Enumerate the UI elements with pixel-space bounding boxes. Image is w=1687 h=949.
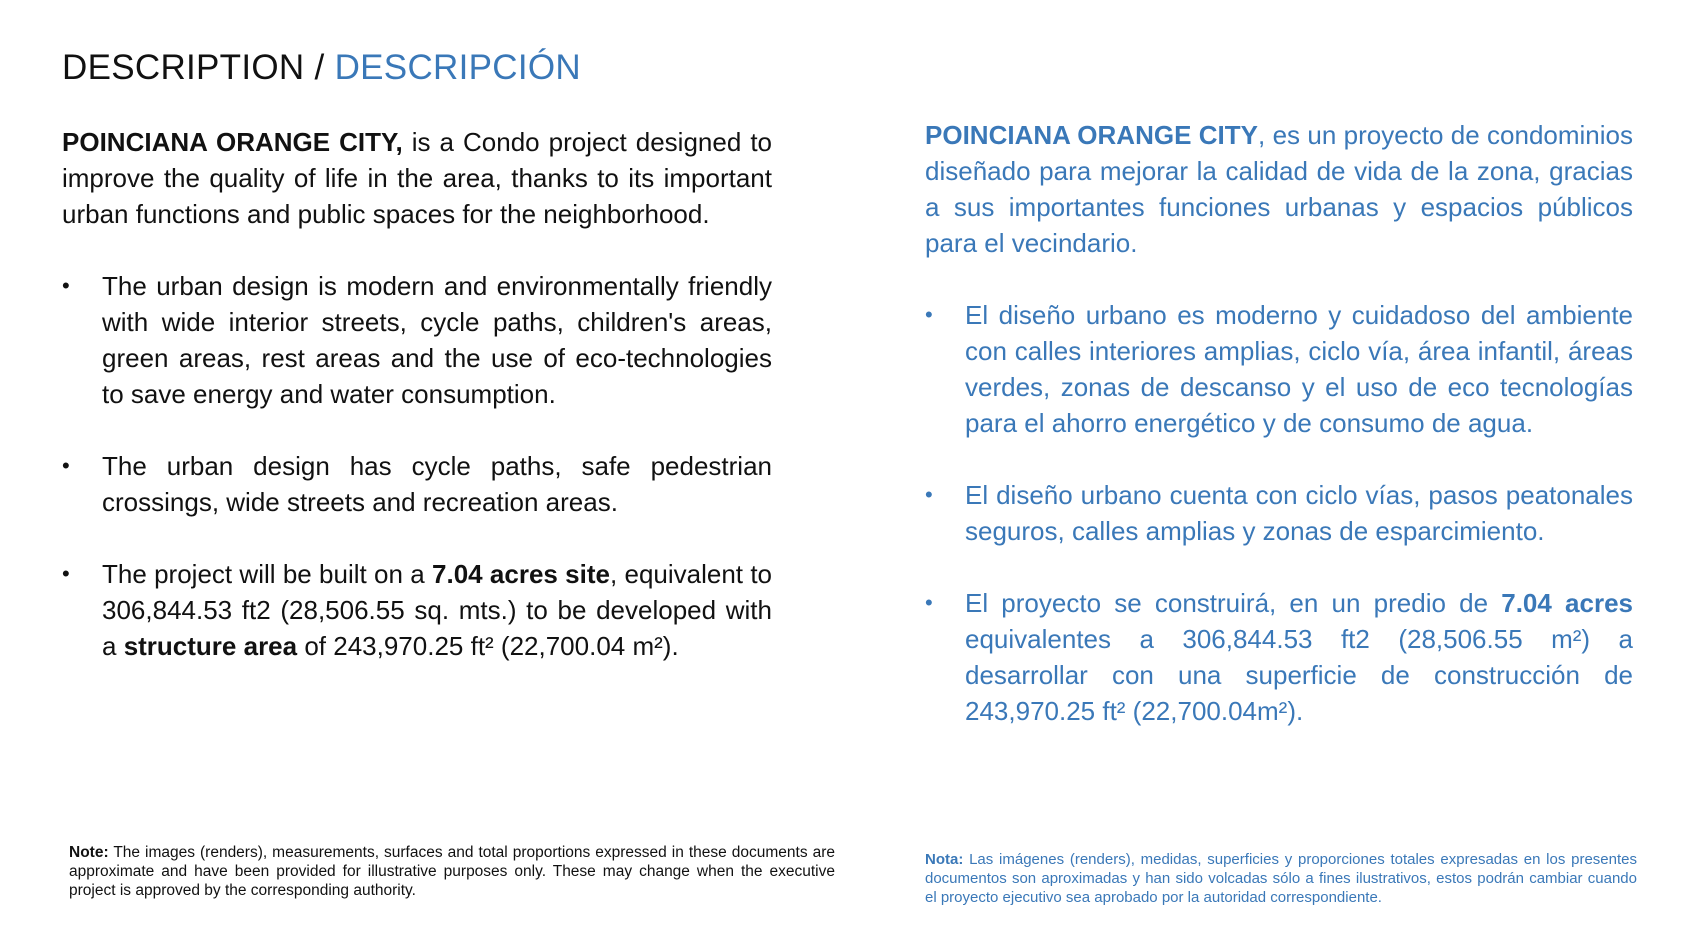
english-structure-area-label: structure area: [123, 631, 298, 661]
spanish-bullet-2: El diseño urbano cuenta con ciclo vías, pasos peatonales seguros, calles amplias y zonas de esparcimiento.: [965, 480, 1633, 546]
english-bullet-2: The urban design has cycle paths, safe pedestrian crossings, wide streets and recreation areas.: [102, 451, 772, 517]
list-item: [925, 585, 1633, 729]
bullet-icon: •: [925, 482, 933, 507]
bullet-icon: •: [925, 302, 933, 327]
spanish-bullet-1: El diseño urbano es moderno y cuidadoso del ambiente con calles interiores amplias, ciclo vía, área infantil, áreas verdes, zonas de descanso y el uso de eco tecnologías para el ahorro energético y de consumo de agua.: [965, 300, 1633, 438]
list-item: [925, 477, 1633, 549]
title-spanish: DESCRIPCIÓN: [334, 48, 581, 87]
list-item: [925, 297, 1633, 441]
spanish-note-text: Las imágenes (renders), medidas, superficies y proporciones totales expresadas en los presentes documentos son aproximadas y han sido volcadas sólo a fines ilustrativos, estos podrán cambiar cuando el proyecto ejecutivo sea aprobado por la autoridad correspondiente.: [925, 851, 1637, 906]
spanish-intro-project-name: POINCIANA ORANGE CITY: [925, 120, 1258, 150]
english-note-text: The images (renders), measurements, surfaces and total proportions expressed in these documents are approximate and have been provided for illustrative purposes only. These may change when the executive project is approved by the corresponding authority.: [69, 844, 835, 899]
bullet-icon: •: [62, 273, 70, 298]
english-intro: [62, 124, 772, 232]
english-intro-project-name: POINCIANA ORANGE CITY,: [62, 127, 403, 157]
english-site-area: 7.04 acres site: [432, 559, 610, 589]
spanish-site-area: 7.04 acres: [1501, 588, 1633, 618]
bullet-icon: •: [925, 590, 933, 615]
english-bullet-list: [62, 268, 772, 664]
list-item: [62, 268, 772, 412]
title-english: DESCRIPTION /: [62, 48, 325, 87]
english-bullet-3-part-2: , equivalent to 306,844.53 ft2 (28,506.55 sq. mts.) to be developed with a: [102, 559, 773, 661]
spanish-bullet-3-part-1: El proyecto se construirá, en un predio de: [965, 588, 1502, 618]
spanish-note: [925, 850, 1637, 907]
english-note-label: Note:: [69, 844, 109, 861]
spanish-intro: [925, 117, 1633, 261]
english-column: [62, 124, 772, 700]
page-title: [62, 48, 581, 88]
english-bullet-3: [102, 559, 772, 661]
spanish-note-label: Nota:: [925, 851, 964, 868]
spanish-column: [925, 117, 1633, 765]
spanish-bullet-list: [925, 297, 1633, 729]
spanish-intro-text: , es un proyecto de condominios diseñado para mejorar la calidad de vida de la zona, gracias a sus importantes funciones urbanas y espacios públicos para el vecindario.: [925, 120, 1634, 258]
english-bullet-3-part-1: The project will be built on a: [102, 559, 433, 589]
spanish-bullet-3: [965, 588, 1633, 726]
spanish-bullet-3-part-2: equivalentes a 306,844.53 ft2 (28,506.55 m²) a desarrollar con una superficie de construcción de 243,970.25 ft² (22,700.04m²).: [965, 624, 1633, 726]
english-note: [69, 843, 835, 900]
bullet-icon: •: [62, 453, 70, 478]
list-item: [62, 556, 772, 664]
bullet-icon: •: [62, 561, 70, 586]
english-intro-text: is a Condo project designed to improve the quality of life in the area, thanks to its important urban functions and public spaces for the neighborhood.: [62, 127, 773, 229]
list-item: [62, 448, 772, 520]
english-bullet-3-part-3: of 243,970.25 ft² (22,700.04 m²).: [297, 631, 679, 661]
english-bullet-1: The urban design is modern and environmentally friendly with wide interior streets, cycle paths, children's areas, green areas, rest areas and the use of eco-technologies to save energy and water consumption.: [102, 271, 772, 409]
